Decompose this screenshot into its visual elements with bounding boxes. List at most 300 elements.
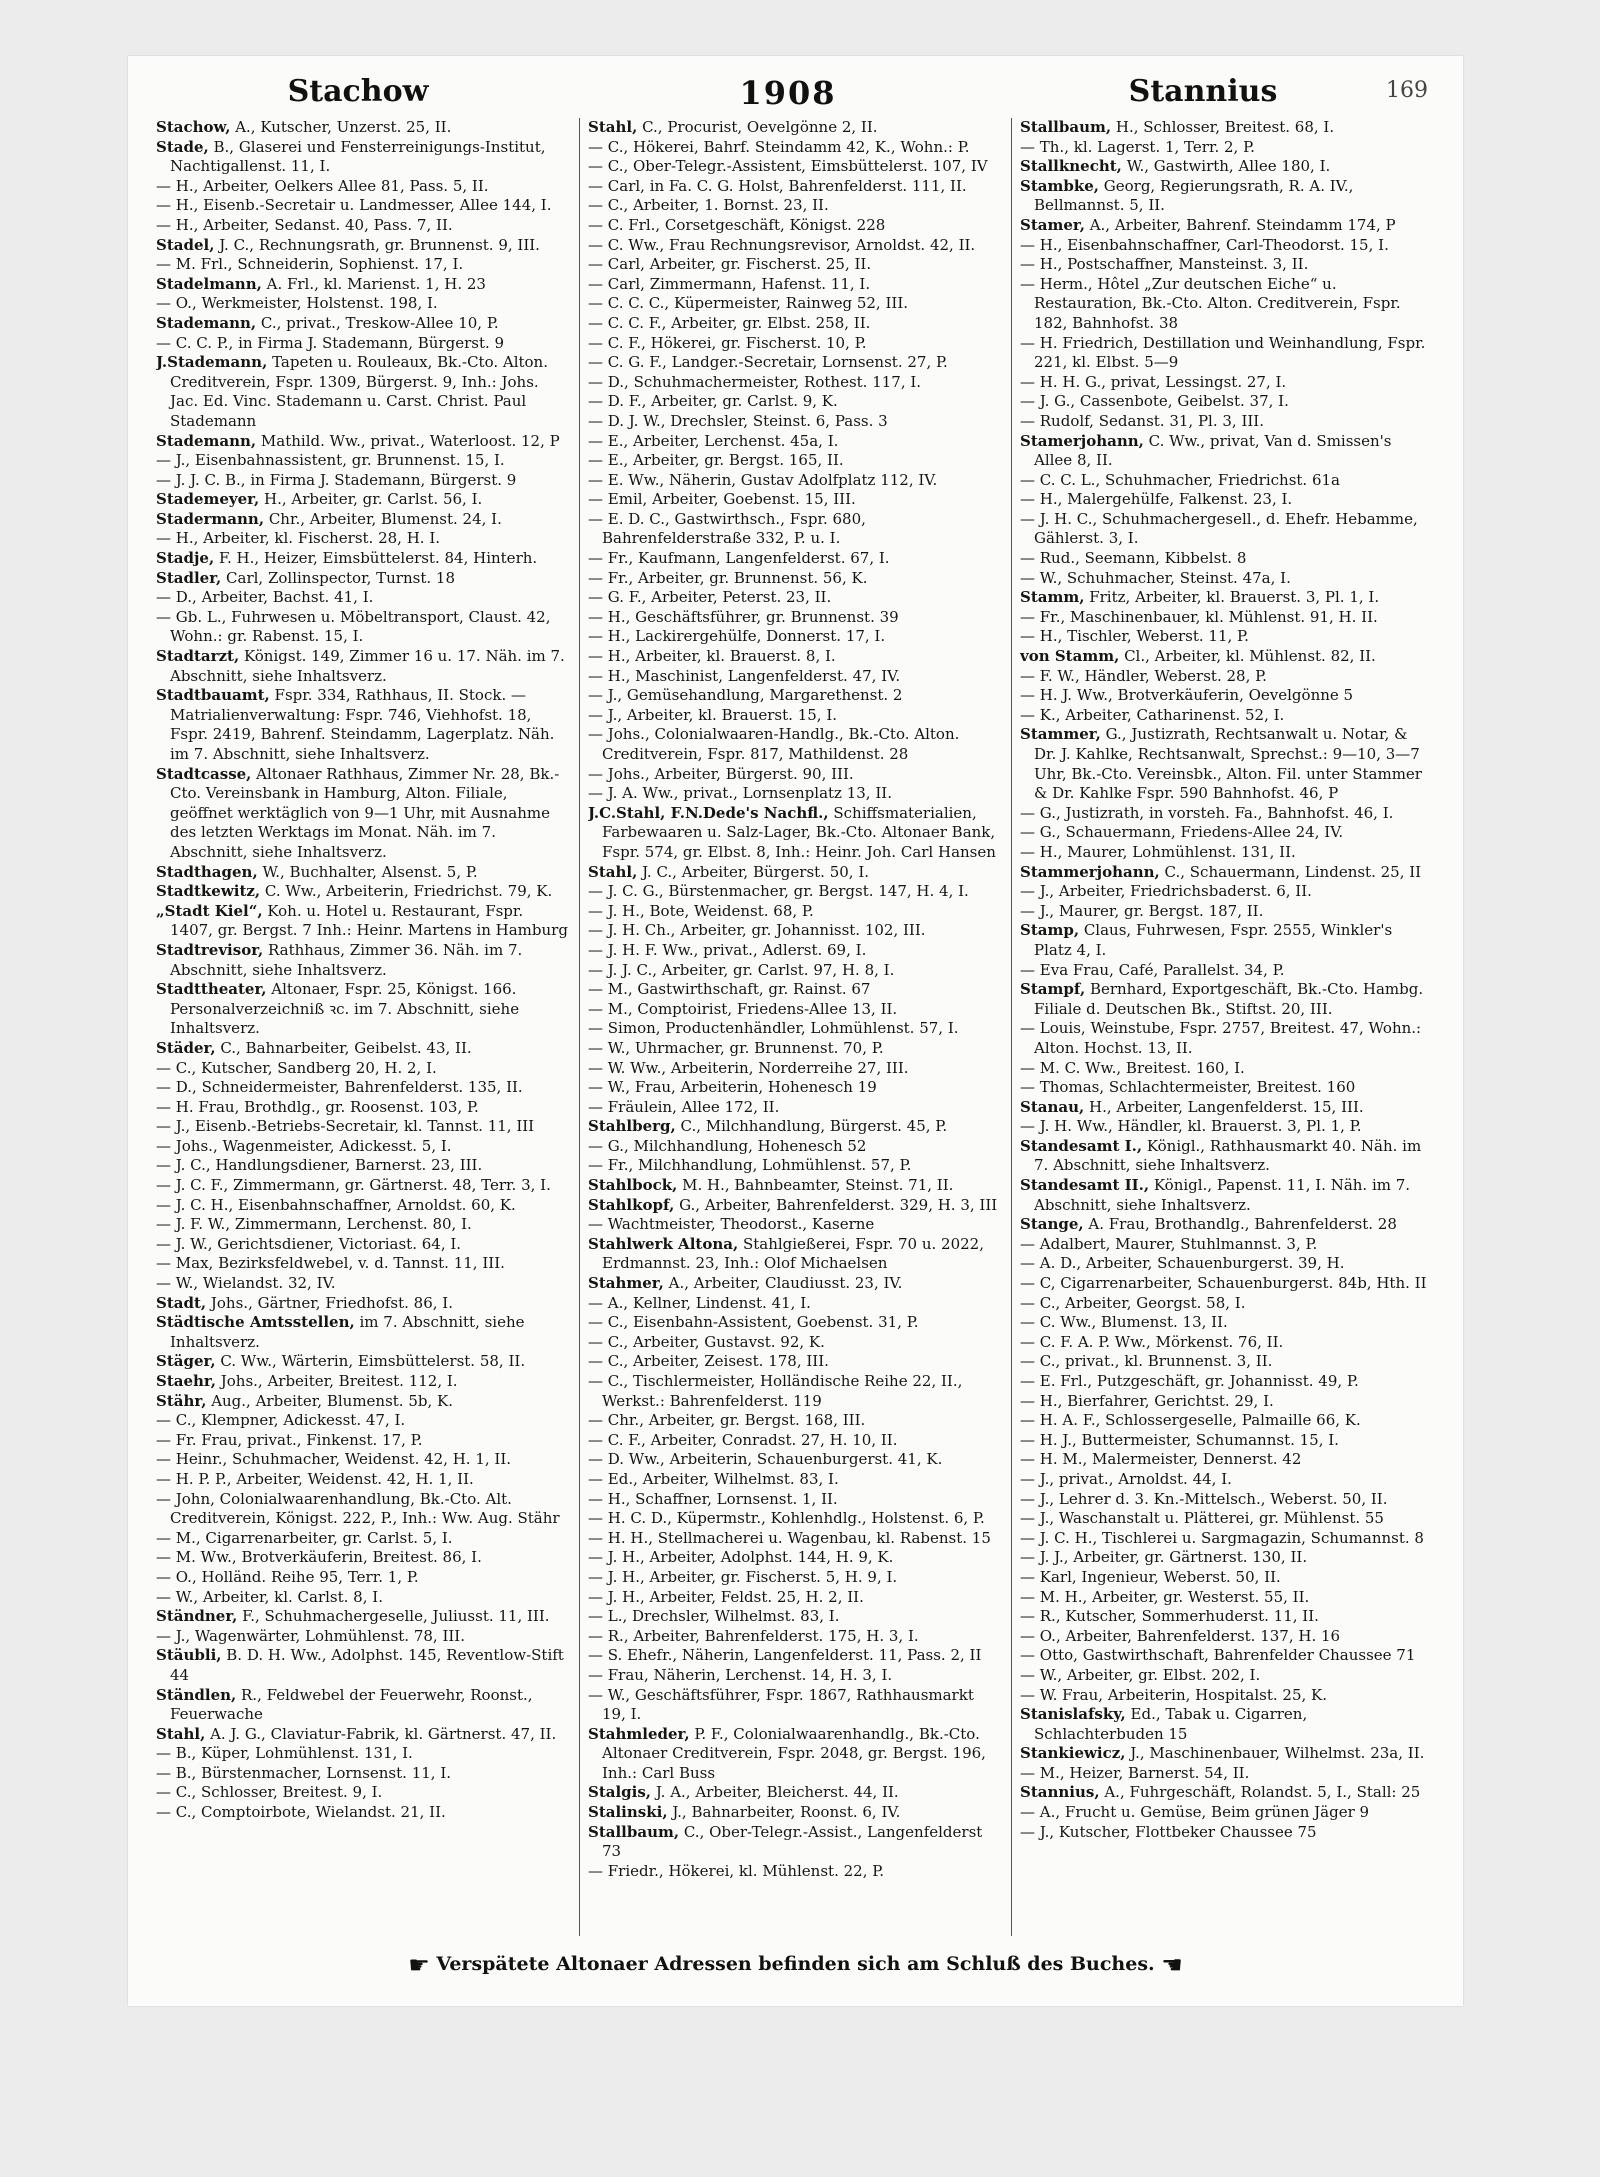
directory-entry (1020, 412, 1432, 432)
directory-entry (588, 1137, 1000, 1157)
directory-entry (588, 255, 1000, 275)
directory-entry (588, 1470, 1000, 1490)
entry-name: Stambke, (1020, 176, 1099, 195)
directory-entry (588, 1156, 1000, 1176)
entry-name: Stadler, (156, 568, 222, 587)
directory-entry (1020, 275, 1432, 334)
entry-details: — J., Maurer, gr. Bergst. 187, II. (1020, 901, 1264, 920)
entry-details: — H., Arbeiter, Sedanst. 40, Pass. 7, II. (156, 215, 453, 234)
entry-details: — M., Gastwirthschaft, gr. Rainst. 67 (588, 980, 871, 999)
entry-details: — C., Hökerei, Bahrf. Steindamm 42, K., Wohn.: P. (588, 137, 970, 156)
directory-entry (1020, 1059, 1432, 1079)
directory-entry (1020, 1783, 1432, 1803)
directory-entry (156, 1470, 568, 1490)
entry-details: J. A., Arbeiter, Bleicherst. 44, II. (651, 1783, 899, 1802)
entry-details: — J., Lehrer d. 3. Kn.-Mittelsch., Weberst. 50, II. (1020, 1489, 1388, 1508)
directory-entry (1020, 373, 1432, 393)
directory-entry (588, 608, 1000, 628)
directory-entry (588, 236, 1000, 256)
directory-entry (1020, 1744, 1432, 1764)
directory-entry (1020, 1627, 1432, 1647)
directory-entry (588, 1372, 1000, 1411)
entry-details: — H., Maurer, Lohmühlenst. 131, II. (1020, 842, 1296, 861)
entry-details: — J., Waschanstalt u. Plätterei, gr. Mühlenst. 55 (1020, 1509, 1384, 1528)
directory-entry (1020, 725, 1432, 803)
directory-entry (1020, 1176, 1432, 1215)
entry-details: G., Justizrath, Rechtsanwalt u. Notar, & Dr. J. Kahlke, Rechtsanwalt, Sprechst.: 9—10, 3—7 Uhr, Bk.-Cto. Vereinsbk., Alton. Fil. unter Stammer & Dr. Kahlke Fspr. 590 Bahnhofst. 46, P (1034, 725, 1422, 803)
entry-name: Stanau, (1020, 1097, 1085, 1116)
entry-details: Chr., Arbeiter, Blumenst. 24, I. (264, 509, 502, 528)
entry-details: — J. H. F. Ww., privat., Adlerst. 69, I. (588, 940, 867, 959)
entry-details: — W., Frau, Arbeiterin, Hohenesch 19 (588, 1078, 877, 1097)
directory-entry (588, 686, 1000, 706)
directory-entry (588, 569, 1000, 589)
directory-entry (1020, 392, 1432, 412)
entry-details: — C. C. L., Schuhmacher, Friedrichst. 61a (1020, 470, 1340, 489)
directory-entry (156, 882, 568, 902)
entry-details: — H. H., Stellmacherei u. Wagenbau, kl. Rabenst. 15 (588, 1528, 991, 1547)
entry-name: Stachow, (156, 118, 231, 136)
directory-entry (588, 863, 1000, 883)
directory-entry (156, 1607, 568, 1627)
directory-entry (588, 275, 1000, 295)
entry-details: — H. A. F., Schlossergeselle, Palmaille 66, K. (1020, 1411, 1361, 1430)
directory-entry (588, 804, 1000, 863)
directory-entry (588, 1411, 1000, 1431)
entry-details: — M., Heizer, Barnerst. 54, II. (1020, 1763, 1250, 1782)
directory-entry (156, 1313, 568, 1352)
directory-entry (588, 471, 1000, 491)
entry-details: — E. D. C., Gastwirthsch., Fspr. 680, Bahrenfelderstraße 332, P. u. I. (588, 509, 866, 548)
entry-name: Stademann, (156, 313, 257, 332)
entry-details: — J. A. Ww., privat., Lornsenplatz 13, II. (588, 784, 892, 803)
directory-entry (588, 334, 1000, 354)
directory-entry (588, 353, 1000, 373)
footer-text: Verspätete Altonaer Adressen befinden sich am Schluß des Buches. (436, 1953, 1155, 1975)
directory-entry (588, 1196, 1000, 1216)
entry-name: Stamer, (1020, 215, 1085, 234)
directory-entry (588, 294, 1000, 314)
directory-entry (156, 1803, 568, 1823)
directory-entry (1020, 1705, 1432, 1744)
entry-details: A., Arbeiter, Claudiusst. 23, IV. (663, 1274, 903, 1293)
entry-details: — J. C. G., Bürstenmacher, gr. Bergst. 147, H. 4, I. (588, 882, 969, 901)
entry-name: Städer, (156, 1038, 216, 1057)
pointing-hand-right-icon: ☛ (408, 1951, 430, 1979)
entry-details: Aug., Arbeiter, Blumenst. 5b, K. (206, 1391, 453, 1410)
entry-name: Stadje, (156, 549, 215, 568)
directory-entry (588, 1588, 1000, 1608)
directory-entry (1020, 686, 1432, 706)
entry-details: — C. Ww., Blumenst. 13, II. (1020, 1313, 1228, 1332)
directory-entry (1020, 647, 1432, 667)
entry-details: — J. J. C., Arbeiter, gr. Carlst. 97, H. 8, I. (588, 960, 895, 979)
entry-details: Fspr. 334, Rathhaus, II. Stock. — Matrialienverwaltung: Fspr. 746, Viehhofst. 18, Fspr. 2419, Bahrenf. Steindamm, Lagerplatz. Näh. im 7. Abschnitt, siehe Inhaltsverz. (170, 686, 555, 763)
entry-name: Stahmer, (588, 1274, 664, 1293)
directory-entry (1020, 1823, 1432, 1843)
directory-entry (588, 177, 1000, 197)
entry-details: H., Arbeiter, gr. Carlst. 56, I. (259, 490, 483, 509)
directory-entry (588, 1450, 1000, 1470)
entry-name: Stamm, (1020, 588, 1085, 607)
entry-details: Schiffsmaterialien, Farbewaaren u. Salz-Lager, Bk.-Cto. Altonaer Bank, Fspr. 574, gr. Elbst. 8, Inh.: Heinr. Joh. Carl Hansen (602, 803, 996, 861)
directory-entry (588, 627, 1000, 647)
entry-name: Standesamt II., (1020, 1176, 1150, 1195)
directory-entry (588, 1862, 1000, 1882)
entry-details: J., Bahnarbeiter, Roonst. 6, IV. (667, 1803, 901, 1822)
directory-entry (156, 510, 568, 530)
entry-name: Stahmleder, (588, 1724, 690, 1743)
entry-details: Altonaer Rathhaus, Zimmer Nr. 28, Bk.-Cto. Vereinsbank in Hamburg, Alton. Filiale, geöffnet werktäglich von 9—1 Uhr, mit Ausnahme des letzten Werktags im Monat. Näh. im 7. Abschnitt, siehe Inhaltsverz. (170, 764, 560, 861)
entry-name: Stange, (1020, 1215, 1084, 1234)
entry-details: — C. C. C., Küpermeister, Rainweg 52, III. (588, 294, 909, 313)
entry-details: C. Ww., Arbeiterin, Friedrichst. 79, K. (260, 882, 553, 901)
entry-details: — O., Werkmeister, Holstenst. 198, I. (156, 294, 438, 313)
directory-entry (156, 118, 568, 138)
directory-entry (156, 1156, 568, 1176)
entry-details: — C., Arbeiter, Gustavst. 92, K. (588, 1332, 825, 1351)
entry-details: — H., Tischler, Weberst. 11, P. (1020, 627, 1249, 646)
entry-name: Stadt, (156, 1293, 207, 1312)
directory-entry (588, 1607, 1000, 1627)
entry-details: — J. C. F., Zimmermann, gr. Gärtnerst. 48, Terr. 3, I. (156, 1176, 551, 1195)
directory-entry (1020, 804, 1432, 824)
entry-details: — G. F., Arbeiter, Peterst. 23, II. (588, 588, 832, 607)
directory-entry (156, 1783, 568, 1803)
directory-entry (588, 138, 1000, 158)
entry-details: B. D. H. Ww., Adolphst. 145, Reventlow-Stift 44 (170, 1646, 564, 1684)
directory-entry (156, 902, 568, 941)
directory-entry (588, 902, 1000, 922)
entry-details: — Rud., Seemann, Kibbelst. 8 (1020, 549, 1247, 568)
entry-details: — J., Arbeiter, kl. Brauerst. 15, I. (588, 705, 838, 724)
directory-entry (1020, 1450, 1432, 1470)
entry-name: Stademeyer, (156, 490, 260, 509)
entry-name: Stahl, (156, 1724, 206, 1743)
directory-entry (588, 961, 1000, 981)
entry-details: C., Procurist, Oevelgönne 2, II. (637, 118, 878, 136)
entry-details: — J. G., Cassenbote, Geibelst. 37, I. (1020, 392, 1289, 411)
entry-details: C., Ober-Telegr.-Assist., Langenfelderst 73 (602, 1822, 983, 1861)
entry-name: Stammer, (1020, 725, 1101, 744)
entry-details: — Eva Frau, Café, Parallelst. 34, P. (1020, 960, 1285, 979)
directory-entry (156, 490, 568, 510)
directory-entry (1020, 1803, 1432, 1823)
directory-entry (1020, 588, 1432, 608)
entry-details: — Carl, Zimmermann, Hafenst. 11, I. (588, 274, 871, 293)
entry-details: — C. F. A. P. Ww., Mörkenst. 76, II. (1020, 1332, 1284, 1351)
entry-details: — C. F., Arbeiter, Conradst. 27, H. 10, II. (588, 1430, 898, 1449)
entry-details: Bernhard, Exportgeschäft, Bk.-Cto. Hambg. Filiale d. Deutschen Bk., Stiftst. 20, III. (1034, 980, 1424, 1018)
entry-details: — Ed., Arbeiter, Wilhelmst. 83, I. (588, 1469, 839, 1488)
entry-details: — D. J. W., Drechsler, Steinst. 6, Pass. 3 (588, 411, 888, 430)
directory-entry (588, 1352, 1000, 1372)
entry-name: Stadel, (156, 235, 215, 254)
entry-details: — J., Arbeiter, Friedrichsbaderst. 6, II. (1020, 882, 1312, 901)
directory-entry (1020, 334, 1432, 373)
entry-details: — Gb. L., Fuhrwesen u. Möbeltransport, Claust. 42, Wohn.: gr. Rabenst. 15, I. (156, 607, 551, 646)
directory-entry (588, 588, 1000, 608)
directory-entry (1020, 1372, 1432, 1392)
entry-details: C., Bahnarbeiter, Geibelst. 43, II. (215, 1038, 472, 1057)
entry-details: — H., Postschaffner, Mansteinst. 3, II. (1020, 255, 1309, 274)
directory-entry (1020, 961, 1432, 981)
entry-name: Stalinski, (588, 1803, 668, 1822)
directory-entry (156, 1588, 568, 1608)
directory-entry (588, 1666, 1000, 1686)
entry-name: Stahl, (588, 118, 638, 136)
directory-entry (156, 1274, 568, 1294)
directory-entry (1020, 1490, 1432, 1510)
column-3 (1020, 118, 1432, 1936)
directory-entry (156, 1078, 568, 1098)
entry-details: — Otto, Gastwirthschaft, Bahrenfelder Chaussee 71 (1020, 1646, 1416, 1665)
directory-entry (156, 1490, 568, 1529)
directory-entry (1020, 490, 1432, 510)
entry-details: — Max, Bezirksfeldwebel, v. d. Tannst. 11, III. (156, 1254, 505, 1273)
directory-entry (156, 1176, 568, 1196)
entry-details: — Johs., Colonialwaaren-Handlg., Bk.-Cto. Alton. Creditverein, Fspr. 817, Mathildenst. 28 (588, 725, 960, 763)
entry-details: — J. J. C. B., in Firma J. Stademann, Bürgerst. 9 (156, 470, 517, 489)
directory-entry (588, 1117, 1000, 1137)
directory-entry (156, 275, 568, 295)
entry-details: — H., Maschinist, Langenfelderst. 47, IV. (588, 666, 901, 685)
entry-details: — Carl, in Fa. C. G. Holst, Bahrenfelderst. 111, II. (588, 176, 967, 195)
directory-entry (588, 392, 1000, 412)
entry-details: A. Frl., kl. Marienst. 1, H. 23 (261, 274, 486, 293)
directory-entry (1020, 1019, 1432, 1058)
entry-details: Tapeten u. Rouleaux, Bk.-Cto. Alton. Creditverein, Fspr. 1309, Bürgerst. 9, Inh.: Johs. Jac. Ed. Vinc. Stademann u. Carst. Christ. Paul Stademann (170, 353, 548, 430)
directory-entry (156, 1117, 568, 1137)
directory-entry (156, 647, 568, 686)
entry-details: — Herm., Hôtel „Zur deutschen Eiche“ u. Restauration, Bk.-Cto. Alton. Creditverein, Fspr. 182, Bahnhofst. 38 (1020, 274, 1401, 332)
directory-entry (588, 980, 1000, 1000)
entry-details: — C., Arbeiter, Zeisest. 178, III. (588, 1352, 829, 1371)
entry-details: — J., Eisenb.-Betriebs-Secretair, kl. Tannst. 11, III (156, 1117, 535, 1136)
directory-entry (156, 1548, 568, 1568)
directory-entry (1020, 1764, 1432, 1784)
entry-details: B., Glaserei und Fensterreinigungs-Institut, Nachtigallenst. 11, I. (170, 137, 546, 176)
directory-entry (156, 1254, 568, 1274)
entry-details: — H., Arbeiter, Oelkers Allee 81, Pass. 5, II. (156, 176, 489, 195)
directory-entry (156, 1137, 568, 1157)
entry-details: — Fr., Arbeiter, gr. Brunnenst. 56, K. (588, 568, 868, 587)
directory-entry (1020, 1117, 1432, 1137)
directory-entry (1020, 1333, 1432, 1353)
directory-entry (1020, 823, 1432, 843)
directory-entry (588, 1646, 1000, 1666)
directory-entry (1020, 1392, 1432, 1412)
directory-entry (588, 1490, 1000, 1510)
directory-entry (1020, 706, 1432, 726)
directory-entry (588, 373, 1000, 393)
directory-entry (588, 1803, 1000, 1823)
entry-name: Stäger, (156, 1352, 216, 1371)
directory-entry (156, 1235, 568, 1255)
directory-entry (588, 1627, 1000, 1647)
directory-entry (156, 236, 568, 256)
entry-details: H., Schlosser, Breitest. 68, I. (1111, 118, 1335, 136)
entry-details: Koh. u. Hotel u. Restaurant, Fspr. 1407, gr. Bergst. 7 Inh.: Heinr. Martens in Hamburg (170, 901, 568, 940)
directory-entry (588, 196, 1000, 216)
entry-details: — M. C. Ww., Breitest. 160, I. (1020, 1058, 1245, 1077)
directory-entry (588, 941, 1000, 961)
entry-details: — H. J. Ww., Brotverkäuferin, Oevelgönne 5 (1020, 686, 1354, 705)
directory-entry (588, 706, 1000, 726)
entry-details: — D. Ww., Arbeiterin, Schauenburgerst. 41, K. (588, 1450, 943, 1469)
entry-details: J., Maschinenbauer, Wilhelmst. 23a, II. (1125, 1744, 1425, 1763)
directory-entry (156, 549, 568, 569)
entry-details: — J. H., Bote, Weidenst. 68, P. (588, 901, 814, 920)
entry-details: — H., Eisenbahnschaffner, Carl-Theodorst. 15, I. (1020, 235, 1389, 254)
entry-details: — Karl, Ingenieur, Weberst. 50, II. (1020, 1567, 1281, 1586)
entry-name: Stadelmann, (156, 274, 262, 293)
entry-details: — G., Justizrath, in vorsteh. Fa., Bahnhofst. 46, I. (1020, 803, 1394, 822)
column-1 (156, 118, 568, 1936)
entry-details: Claus, Fuhrwesen, Fspr. 2555, Winkler's Platz 4, I. (1034, 921, 1393, 959)
entry-details: — M., Comptoirist, Friedens-Allee 13, II. (588, 999, 898, 1018)
entry-details: — H. H. G., privat, Lessingst. 27, I. (1020, 372, 1287, 391)
entry-details: — W. Ww., Arbeiterin, Norderreihe 27, III. (588, 1058, 909, 1077)
entry-details: C., Milchhandlung, Bürgerst. 45, P. (675, 1117, 948, 1136)
entry-details: — E. Ww., Näherin, Gustav Adolfplatz 112, IV. (588, 470, 938, 489)
entry-details: — J. F. W., Zimmermann, Lerchenst. 80, I. (156, 1215, 472, 1234)
directory-entry (588, 1019, 1000, 1039)
directory-entry (156, 216, 568, 236)
directory-entry (156, 529, 568, 549)
entry-details: — D., Schneidermeister, Bahrenfelderst. 135, II. (156, 1078, 523, 1097)
entry-name: Stadtbauamt, (156, 686, 270, 705)
entry-details: — H., Schaffner, Lornsenst. 1, II. (588, 1489, 838, 1508)
directory-entry (156, 1294, 568, 1314)
entry-details: — J. H., Arbeiter, gr. Fischerst. 5, H. 9, I. (588, 1567, 898, 1586)
directory-entry (588, 1509, 1000, 1529)
entry-name: Stankiewicz, (1020, 1744, 1126, 1763)
entry-details: — J. C., Handlungsdiener, Barnerst. 23, III. (156, 1156, 483, 1175)
directory-entry (156, 1764, 568, 1784)
entry-details: — C, Cigarrenarbeiter, Schauenburgerst. 84b, Hth. II (1020, 1274, 1427, 1293)
entry-details: R., Feldwebel der Feuerwehr, Roonst., Feuerwache (170, 1685, 533, 1724)
entry-details: — J. H., Arbeiter, Feldst. 25, H. 2, II. (588, 1587, 864, 1606)
entry-details: — H. Friedrich, Destillation und Weinhandlung, Fspr. 221, kl. Elbst. 5—9 (1020, 333, 1426, 372)
entry-details: G., Arbeiter, Bahrenfelderst. 329, H. 3, III (674, 1195, 998, 1214)
entry-details: — Louis, Weinstube, Fspr. 2757, Breitest. 47, Wohn.: Alton. Hochst. 13, II. (1020, 1019, 1422, 1057)
entry-details: F., Schuhmachergeselle, Juliusst. 11, III. (237, 1607, 550, 1626)
entry-details: — Fr. Frau, privat., Finkenst. 17, P. (156, 1430, 423, 1449)
column-divider (1011, 118, 1012, 1936)
directory-entry (156, 294, 568, 314)
entry-details: M. H., Bahnbeamter, Steinst. 71, II. (677, 1176, 954, 1195)
entry-details: — W., Wielandst. 32, IV. (156, 1274, 336, 1293)
entry-details: — W., Arbeiter, kl. Carlst. 8, I. (156, 1587, 383, 1606)
directory-entry (588, 1098, 1000, 1118)
entry-name: J.Stademann, (156, 353, 268, 372)
entry-name: Stade, (156, 137, 209, 156)
directory-entry (156, 1744, 568, 1764)
entry-name: Stalgis, (588, 1783, 652, 1802)
entry-details: Cl., Arbeiter, kl. Mühlenst. 82, II. (1119, 647, 1376, 666)
directory-entry (588, 1823, 1000, 1862)
entry-details: — H. P. P., Arbeiter, Weidenst. 42, H. 1, II. (156, 1469, 474, 1488)
directory-entry (588, 118, 1000, 138)
entry-details: — B., Küper, Lohmühlenst. 131, I. (156, 1744, 413, 1763)
directory-entry (588, 314, 1000, 334)
directory-entry (156, 1686, 568, 1725)
entry-name: Stahlwerk Altona, (588, 1234, 739, 1253)
directory-entry (1020, 1568, 1432, 1588)
directory-entry (1020, 1529, 1432, 1549)
entry-details: — E., Arbeiter, Lerchenst. 45a, I. (588, 431, 839, 450)
entry-details: H., Arbeiter, Langenfelderst. 15, III. (1084, 1097, 1364, 1116)
directory-entry (588, 647, 1000, 667)
entry-details: — Johs., Arbeiter, Bürgerst. 90, III. (588, 764, 854, 783)
entry-details: — M. H., Arbeiter, gr. Westerst. 55, II. (1020, 1587, 1310, 1606)
directory-entry (588, 412, 1000, 432)
directory-entry (156, 765, 568, 863)
entry-details: — D., Schuhmachermeister, Rothest. 117, I. (588, 372, 922, 391)
directory-entry (156, 686, 568, 764)
entry-name: Stadthagen, (156, 862, 258, 881)
directory-entry (588, 667, 1000, 687)
entry-details: — J., Gemüsehandlung, Margarethenst. 2 (588, 686, 903, 705)
directory-entry (588, 1313, 1000, 1333)
entry-details: — D., Arbeiter, Bachst. 41, I. (156, 588, 374, 607)
directory-entry (588, 1176, 1000, 1196)
entry-details: C., Schauermann, Lindenst. 25, II (1159, 862, 1422, 881)
entry-details: — M. Ww., Brotverkäuferin, Breitest. 86, I. (156, 1548, 482, 1567)
entry-details: Johs., Gärtner, Friedhofst. 86, I. (206, 1293, 453, 1312)
header-left-keyword: Stachow (287, 74, 429, 109)
directory-entry (588, 765, 1000, 785)
entry-name: Städtische Amtsstellen, (156, 1313, 355, 1332)
directory-entry (588, 549, 1000, 569)
entry-name: Stampf, (1020, 980, 1086, 999)
entry-details: J. C., Arbeiter, Bürgerst. 50, I. (637, 862, 870, 881)
entry-details: Stahlgießerei, Fspr. 70 u. 2022, Erdmannst. 23, Inh.: Olof Michaelsen (602, 1234, 984, 1273)
entry-details: im 7. Abschnitt, siehe Inhaltsverz. (170, 1313, 525, 1351)
entry-details: — H., Eisenb.-Secretair u. Landmesser, Allee 144, I. (156, 196, 552, 215)
header-right-keyword: Stannius (1128, 74, 1278, 109)
entry-details: — J. H. Ch., Arbeiter, gr. Johannisst. 102, III. (588, 921, 926, 940)
entry-details: — J., Kutscher, Flottbeker Chaussee 75 (1020, 1822, 1317, 1841)
entry-details: — Johs., Wagenmeister, Adickesst. 5, I. (156, 1136, 452, 1155)
directory-entry (588, 510, 1000, 549)
directory-entry (156, 863, 568, 883)
column-divider (579, 118, 580, 1936)
entry-name: Stanislafsky, (1020, 1705, 1126, 1724)
directory-entry (1020, 627, 1432, 647)
entry-details: P. F., Colonialwaarenhandlg., Bk.-Cto. Altonaer Creditverein, Fspr. 2048, gr. Bergst. 196, Inh.: Carl Buss (602, 1724, 986, 1782)
directory-entry (156, 334, 568, 354)
directory-entry (588, 490, 1000, 510)
directory-entry (588, 1294, 1000, 1314)
entry-name: Ständner, (156, 1607, 238, 1626)
entry-details: — Frau, Näherin, Lerchenst. 14, H. 3, I. (588, 1665, 893, 1684)
directory-entry (588, 157, 1000, 177)
directory-entry (588, 1431, 1000, 1451)
directory-entry (588, 725, 1000, 764)
entry-details: — F. W., Händler, Weberst. 28, P. (1020, 666, 1267, 685)
directory-entry (156, 432, 568, 452)
entry-name: Stadtkewitz, (156, 882, 261, 901)
directory-entry (156, 1392, 568, 1412)
entry-details: W., Buchhalter, Alsenst. 5, P. (257, 862, 478, 881)
directory-page (128, 56, 1463, 2006)
entry-name: Stahlberg, (588, 1117, 676, 1136)
directory-entry (588, 1000, 1000, 1020)
entry-details: — C., Eisenbahn-Assistent, Goebenst. 31, P. (588, 1313, 919, 1332)
entry-details: — D. F., Arbeiter, gr. Carlst. 9, K. (588, 392, 838, 411)
